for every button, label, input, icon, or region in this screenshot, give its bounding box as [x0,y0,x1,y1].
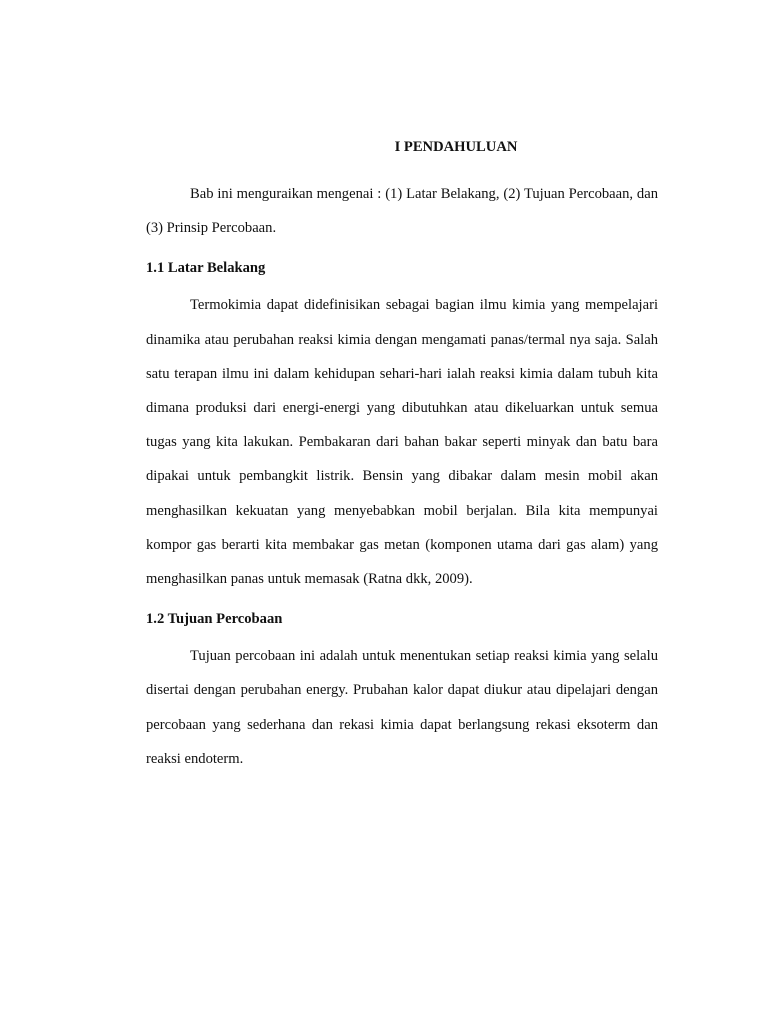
section-heading-tujuan-percobaan: 1.2 Tujuan Percobaan [146,611,283,628]
intro-paragraph: Bab ini menguraikan mengenai : (1) Latar Belakang, (2) Tujuan Percobaan, dan (3) Prinsip Percobaan. [146,186,658,237]
spacer [146,596,658,609]
spacer [146,629,658,639]
section-body-latar-belakang: Termokimia dapat didefinisikan sebagai bagian ilmu kimia yang mempelajari dinamika atau perubahan reaksi kimia dengan mengamati panas/termal nya saja. Salah satu terapan ilmu ini dalam kehidupan sehari-hari ialah reaksi kimia dalam tubuh kita dimana produksi dari energi-energi yang dibutuhkan atau dikeluarkan untuk semua tugas yang kita lakukan. Pembakaran dari bahan bakar seperti minyak dan batu bara dipakai untuk pembangkit listrik. Bensin yang dibakar dalam mesin mobil akan menghasilkan kekuatan yang menyebabkan mobil berjalan. Bila kita mempunyai kompor gas berarti kita membakar gas metan (komponen utama dari gas alam) yang menghasilkan panas untuk memasak (Ratna dkk, 2009). [146,297,658,588]
section-heading-latar-belakang: 1.1 Latar Belakang [146,260,266,277]
page-content [146,137,658,776]
chapter-title: I PENDAHULUAN [394,139,518,155]
spacer [146,278,658,288]
section-body-tujuan-percobaan: Tujuan percobaan ini adalah untuk menentukan setiap reaksi kimia yang selalu disertai dengan perubahan energy. Prubahan kalor dapat diukur atau dipelajari dengan percobaan yang sederhana dan rekasi kimia dapat berlangsung rekasi eksoterm dan reaksi endoterm. [146,648,658,767]
spacer [146,245,658,258]
